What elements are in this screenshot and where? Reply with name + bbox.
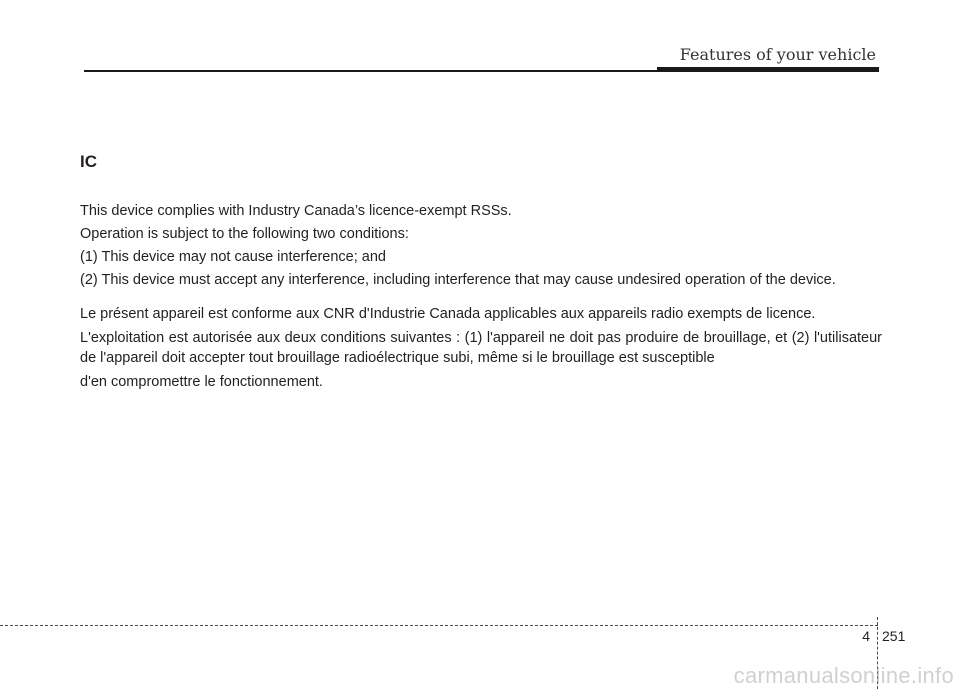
section-heading: IC [80, 152, 97, 171]
french-paragraph-2: L'exploitation est autorisée aux deux conditions suivantes : (1) l'appareil ne doit pas produire de brouillage, et (2) l'utilisateur de l'appareil doit accepter tout brouillage radioélectrique subi, même si le brouillage est susceptible [80, 330, 882, 366]
header-divider-accent [657, 67, 879, 72]
english-paragraph-3: (1) This device may not cause interference; and [80, 249, 387, 265]
section-header-title: Features of your vehicle [679, 45, 876, 64]
english-paragraph-1: This device complies with Industry Canada’s licence-exempt RSSs. [80, 203, 512, 219]
english-paragraph-2: Operation is subject to the following two conditions: [80, 226, 409, 242]
english-paragraph-4: (2) This device must accept any interference, including interference that may cause undesired operation of the device. [80, 272, 836, 288]
watermark-text: carmanualsonline.info [733, 663, 954, 688]
chapter-number: 4 [862, 628, 870, 644]
french-paragraph-1: Le présent appareil est conforme aux CNR d'Industrie Canada applicables aux appareils radio exempts de licence. [80, 306, 816, 322]
page-content [80, 150, 882, 394]
french-paragraph-3: d'en compromettre le fonctionnement. [80, 374, 323, 390]
page-number: 251 [882, 628, 906, 644]
footer-divider [0, 625, 878, 626]
